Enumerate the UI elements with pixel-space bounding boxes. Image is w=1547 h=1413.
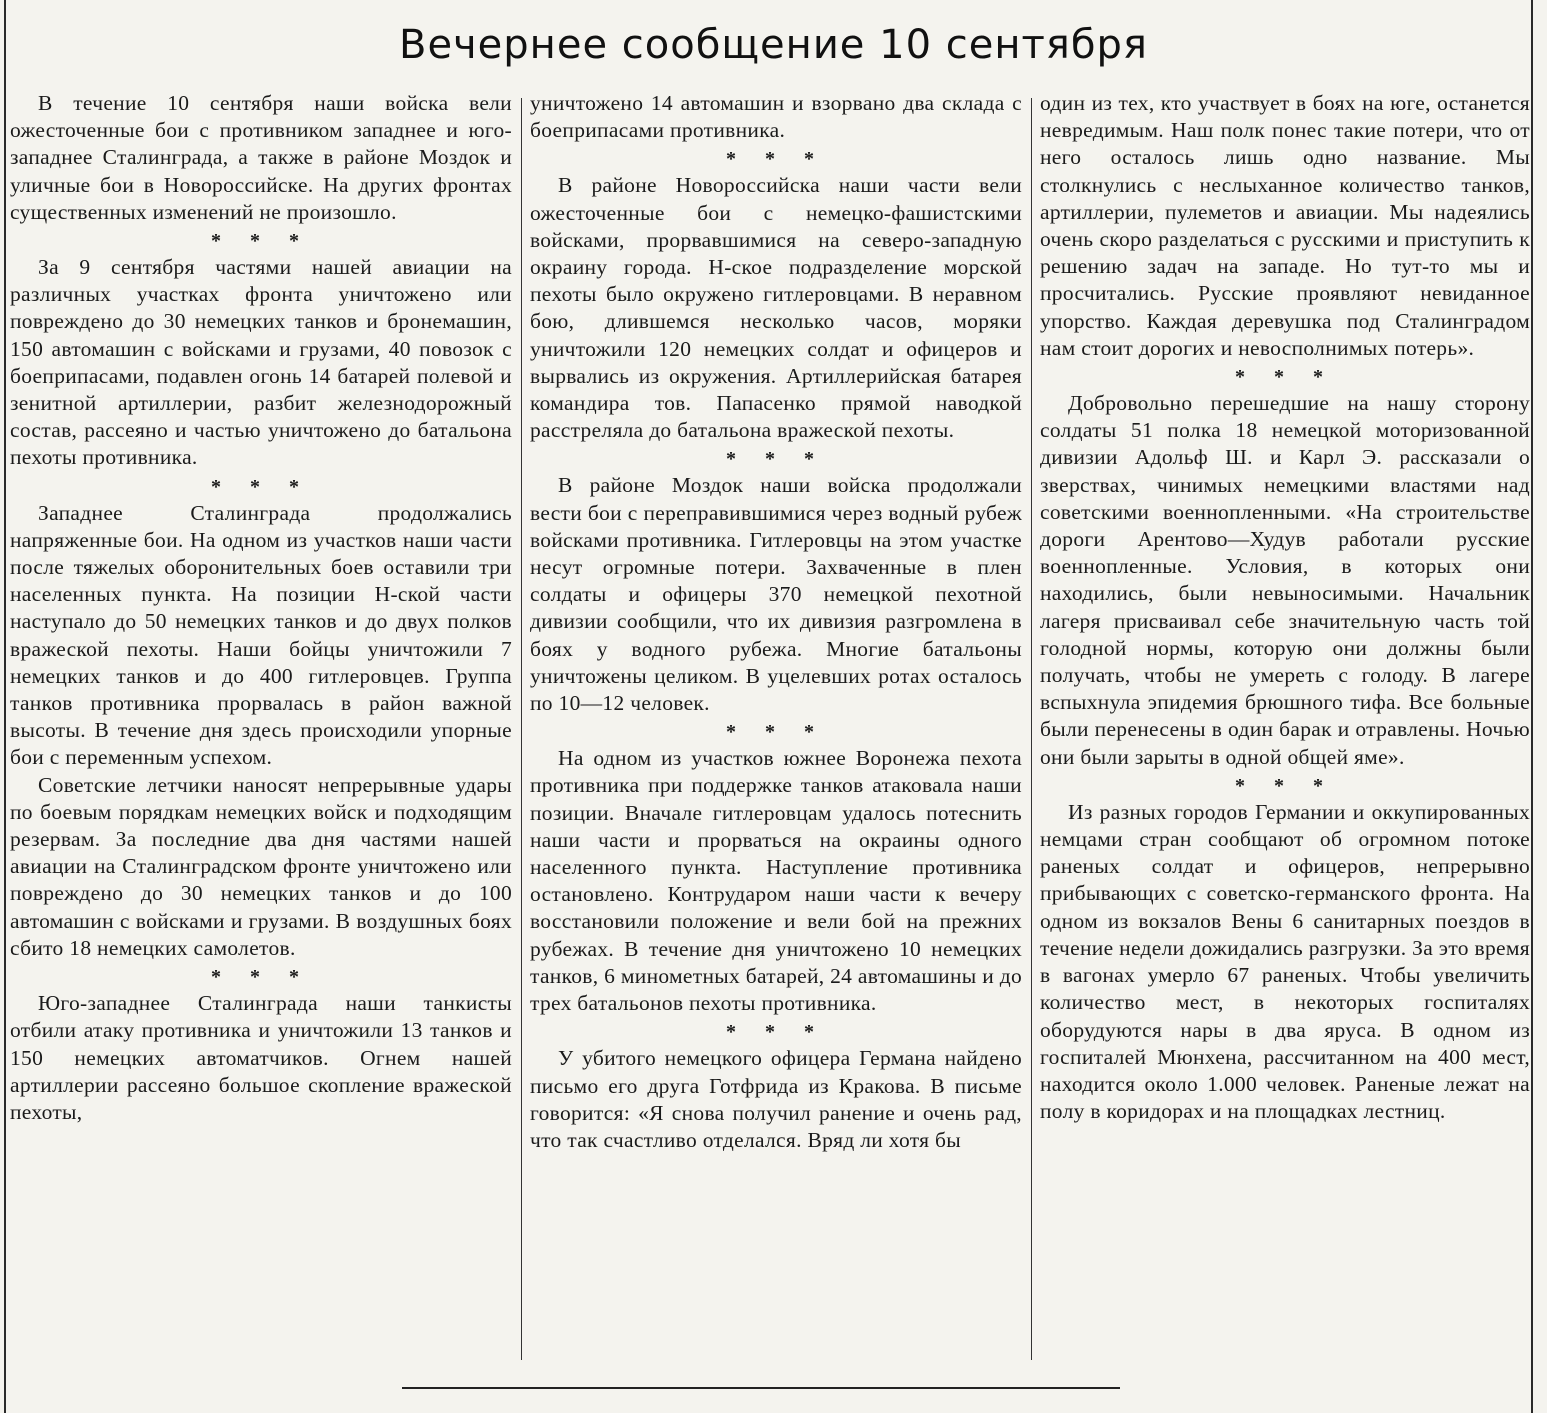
column-1 <box>10 90 512 1360</box>
separator-asterisks: * * * <box>1235 774 1335 797</box>
paragraph: В районе Моздок наши войска продолжали вести бои с переправившимися через водный рубеж войсками противника. Гитлеровцы на этом участке несут огромные потери. Захваченные в плен солдаты и офицеры 370 немецкой пехотной дивизии сообщили, что их дивизия разгромлена в боях у водного рубежа. Многие батальоны уничтожены целиком. В уцелевших ротах осталось по 10—12 человек. <box>530 473 1022 716</box>
paragraph: один из тех, кто участвует в боях на юге, останется невредимым. Наш полк понес такие потери, что от него осталось лишь одно название. Мы столкнулись с неслыханное количество танков, артиллерии, пулеметов и авиации. Мы надеялись очень скоро разделаться с русскими и приступить к решению задач на западе. Но тут-то мы и просчитались. Русские проявляют невиданное упорство. Каждая деревушка под Сталинградом нам стоит дорогих и невосполнимых потерь». <box>1040 91 1530 360</box>
column-3 <box>1040 90 1530 1360</box>
separator-asterisks: * * * <box>726 448 826 471</box>
bottom-rule <box>402 1387 1120 1389</box>
paragraph: В районе Новороссийска наши части вели ожесточенные бои с немецко-фашистскими войсками, прорвавшимися на северо-западную окраину города. Н-ское подразделение морской пехоты было окружено гитлеровцами. В неравном бою, длившемся несколько часов, моряки уничтожили 120 немецких солдат и офицеров и вырвались из окружения. Артиллерийская батарея командира тов. Папасенко прямой наводкой расстреляла до батальона вражеской пехоты. <box>530 173 1022 443</box>
paragraph: Советские летчики наносят непрерывные удары по боевым порядкам немецких войск и подходящим резервам. За последние два дня частями нашей авиации на Сталинградском фронте уничтожено или повреждено до 30 немецких танков и до 100 автомашин с войсками и грузами. В воздушных боях сбито 18 немецких самолетов. <box>10 772 512 960</box>
article-columns <box>10 90 1530 1360</box>
paragraph: У убитого немецкого офицера Германа найдено письмо его друга Готфрида из Кракова. В письме говорится: «Я снова получил ранение и очень рад, что так счастливо отделался. Вряд ли хотя бы <box>530 1046 1022 1152</box>
article-headline: Вечернее сообщение 10 сентября <box>399 22 1148 68</box>
paragraph: Западнее Сталинграда продолжались напряженные бои. На одном из участков наши части после тяжелых оборонительных боев оставили три населенных пункта. На позиции Н-ской части наступало до 50 немецких танков и до двух полков вражеской пехоты. Наши бойцы уничтожили 7 немецких танков и до 400 гитлеровцев. Группа танков противника прорвалась в район важной высоты. В течение дня здесь происходили упорные бои с переменным успехом. <box>10 500 512 770</box>
column-divider <box>1031 98 1032 1360</box>
paragraph: Юго-западнее Сталинграда наши танкисты отбили атаку противника и уничтожили 13 танков и 150 немецких автоматчиков. Огнем нашей артиллерии рассеяно большое скопление вражеской пехоты, <box>10 991 512 1124</box>
paragraph: Добровольно перешедшие на нашу сторону солдаты 51 полка 18 немецкой моторизованной дивизии Адольф Ш. и Карл Э. рассказали о зверствах, чинимых немецкими властями над советскими военнопленными. «На строительстве дороги Арентово—Худув работали русские военнопленные. Условия, в которых они находились, были невыносимыми. Начальник лагеря присваивал себе значительную часть той голодной нормы, которую они должны были получать, чтобы не умереть с голоду. В лагере вспыхнула эпидемия брюшного тифа. Все больные были перенесены в один барак и отравлены. Ночью они были зарыты в одной общей яме». <box>1040 391 1530 769</box>
separator-asterisks: * * * <box>1235 366 1335 389</box>
separator-asterisks: * * * <box>726 721 826 744</box>
paragraph: На одном из участков южнее Воронежа пехота противника при поддержке танков атаковала наши позиции. Вначале гитлеровцам удалось потеснить наши части и прорваться на окраины одного населенного пункта. Наступление противника остановлено. Контрударом наши части к вечеру восстановили положение и вели бой на прежних рубежах. В течение дня уничтожено 10 немецких танков, 6 минометных батарей, 24 автомашины и до трех батальонов пехоты противника. <box>530 746 1022 1016</box>
paragraph: За 9 сентября частями нашей авиации на различных участках фронта уничтожено или повреждено до 30 немецких танков и бронемашин, 150 автомашин с войсками и грузами, 40 повозок с боеприпасами, подавлен огонь 14 батарей полевой и зенитной артиллерии, разбит железнодорожный состав, рассеяно и частью уничтожено до батальона пехоты противника. <box>10 255 512 470</box>
paragraph: Из разных городов Германии и оккупированных немцами стран сообщают об огромном потоке раненых солдат и офицеров, непрерывно прибывающих с советско-германского фронта. На одном из вокзалов Вены 6 санитарных поездов в течение недели дожидались разгрузки. За это время в вагонах умерло 67 раненых. Чтобы увеличить количество мест, в некоторых госпиталях оборудуются нары в два яруса. В одном из госпиталей Мюнхена, рассчитанном на 400 мест, находится около 1.000 человек. Раненые лежат на полу в коридорах и на площадках лестниц. <box>1040 799 1530 1124</box>
separator-asterisks: * * * <box>726 148 826 171</box>
page-edge-rule-right <box>1531 0 1533 1413</box>
separator-asterisks: * * * <box>211 475 311 498</box>
page-edge-rule-left <box>4 0 6 1413</box>
separator-asterisks: * * * <box>726 1021 826 1044</box>
column-divider <box>521 98 522 1360</box>
paragraph: В течение 10 сентября наши войска вели ожесточенные бои с противником западнее и юго-западнее Сталинграда, а также в районе Моздок и уличные бои в Новороссийске. На других фронтах существенных изменений не произошло. <box>10 91 512 224</box>
paragraph: уничтожено 14 автомашин и взорвано два склада с боеприпасами противника. <box>530 91 1022 143</box>
separator-asterisks: * * * <box>211 230 311 253</box>
column-2 <box>530 90 1022 1360</box>
separator-asterisks: * * * <box>211 966 311 989</box>
